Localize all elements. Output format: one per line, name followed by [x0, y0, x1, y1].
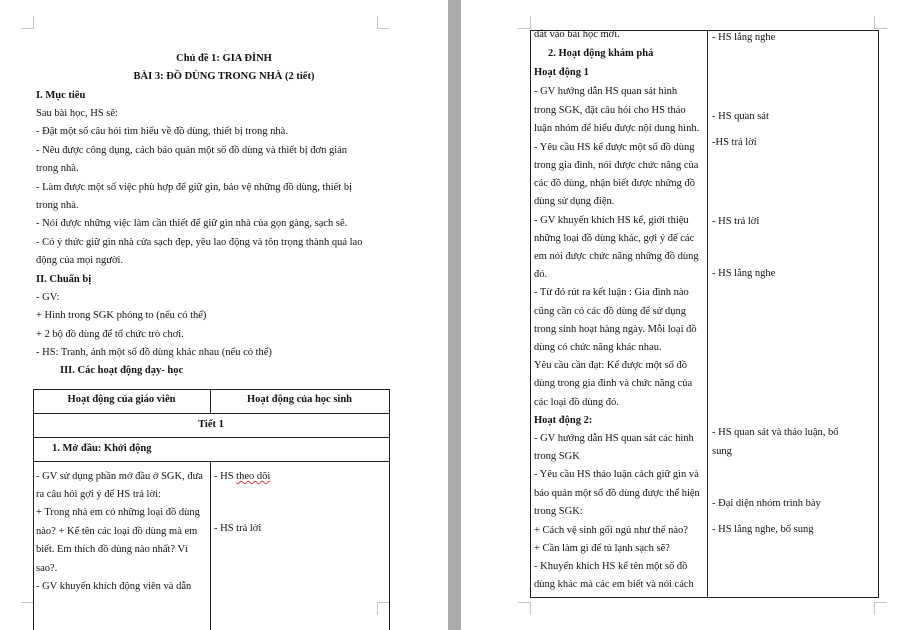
student-activity-line: - HS lắng nghe, bổ sung [712, 524, 814, 535]
teacher-activity-line: - GV khuyến khích động viên và dẫn [36, 581, 192, 592]
intro-text: Sau bài học, HS sẽ: [36, 108, 118, 119]
teacher-activity-line: - Từ đó rút ra kết luận : Gia đình nào [534, 287, 689, 298]
crop-mark [21, 16, 34, 29]
teacher-activity-line: dùng trong gia đình và chức năng của [534, 378, 693, 389]
student-activity-line: sung [712, 446, 732, 457]
teacher-activity-line: dùng khác mà các em biết và nói cách [534, 579, 694, 590]
teacher-activity-line: + Cần làm gì để tủ lạnh sạch sẽ? [534, 543, 670, 554]
teacher-activity-line: biết. Em thích đồ dùng nào nhất? Vì [36, 544, 189, 555]
goal-line: - Có ý thức giữ gìn nhà cửa sạch đẹp, yêu lao động và tôn trọng thành quả lao [36, 237, 363, 248]
teacher-activity-line: trong SGK, đặt câu hỏi cho HS thảo [534, 105, 686, 116]
student-activity-line: - HS lắng nghe [712, 32, 776, 43]
teacher-activity-line: - Khuyến khích HS kể tên một số đồ [534, 561, 688, 572]
student-activity-line: - HS quan sát và thảo luận, bổ [712, 427, 839, 438]
teacher-activity-line: đó. [534, 269, 548, 280]
document-page-2 [461, 0, 909, 630]
teacher-activity-line: + Trong nhà em có những loại đồ dùng [36, 507, 200, 518]
student-activity-line: - HS trả lời [712, 216, 760, 227]
goal-line: - Làm được một số việc phù hợp để giữ gìn, bảo vệ những đồ dùng, thiết bị [36, 182, 353, 193]
crop-mark [518, 602, 531, 615]
student-activity-prefix: - HS [214, 471, 237, 482]
teacher-activity-line: dắt vào bài học mới. [534, 29, 620, 40]
prep-line: + 2 bộ đồ dùng để tổ chức trò chơi. [36, 329, 184, 340]
topic-title: Chủ đề 1: GIA ĐÌNH [176, 53, 272, 64]
teacher-activity-line: trong SGK [534, 451, 580, 462]
teacher-activity-line: trong sinh hoạt hàng ngày. Mỗi loại đồ [534, 324, 697, 335]
teacher-activity-line: ra câu hỏi gợi ý để HS trả lời: [36, 489, 161, 500]
teacher-activity-line: - Yêu cầu HS thảo luận cách giữ gìn và [534, 469, 699, 480]
goal-line: trong nhà. [36, 163, 79, 174]
period-label: Tiết 1 [198, 419, 224, 430]
teacher-activity-line: trong SGK: [534, 506, 583, 517]
section-heading-goals: I. Mục tiêu [36, 90, 86, 101]
prep-line: - GV: [36, 292, 60, 303]
lesson-title: BÀI 3: ĐỒ DÙNG TRONG NHÀ (2 tiết) [133, 71, 315, 82]
teacher-activity-line: dùng có chức năng khác nhau. [534, 342, 662, 353]
teacher-activity-line: luận nhóm để hiểu được nội dung hình. [534, 123, 700, 134]
teacher-activity-line: em nói được chức năng những đồ dùng [534, 251, 699, 262]
teacher-activity-line: sao?. [36, 563, 58, 574]
teacher-activity-line: cũng cần có các đồ dùng để sử dụng [534, 306, 687, 317]
teacher-activity-line: các loại đồ dùng đó. [534, 397, 619, 408]
student-activity-line: - HS trả lời [214, 523, 262, 534]
goal-line: - Đặt một số câu hỏi tìm hiểu về đồ dùng, thiết bị trong nhà. [36, 126, 288, 137]
teacher-activity-line: bảo quản một số đồ dùng được thể hiện [534, 488, 700, 499]
teacher-activity-line: - GV hướng dẫn HS quan sát các hình [534, 433, 694, 444]
teacher-activity-line: những loại đồ dùng khác, gợi ý để các [534, 233, 695, 244]
crop-mark [874, 602, 887, 615]
teacher-activity-line: Yêu cầu cần đạt: Kể được một số đồ [534, 360, 687, 371]
goal-line: - Nêu được công dụng, cách bảo quản một số đồ dùng và thiết bị đơn giản [36, 145, 348, 156]
teacher-activity-line: dùng sử dụng điện. [534, 196, 615, 207]
teacher-activity-line: - GV hướng dẫn HS quan sát hình [534, 86, 678, 97]
crop-mark [874, 16, 887, 29]
section-heading-activities: III. Các hoạt động dạy- học [60, 365, 184, 376]
spellcheck-flagged-text: theo dõi [236, 471, 271, 482]
student-activity-line: - Đại diện nhóm trình bày [712, 498, 821, 509]
part-heading: 1. Mở đầu: Khởi động [52, 443, 152, 454]
prep-line: + Hình trong SGK phóng to (nếu có thể) [36, 310, 207, 321]
teacher-activity-line: trong gia đình, nói được chức năng của [534, 160, 699, 171]
document-page-1 [0, 0, 448, 630]
student-activity-line: -HS trả lời [712, 137, 757, 148]
crop-mark [518, 16, 531, 29]
teacher-activity-line: - Yêu cầu HS kể được một số đồ dùng [534, 142, 695, 153]
activity-heading: Hoạt động 2: [534, 415, 593, 426]
column-header-teacher: Hoạt động của giáo viên [67, 394, 176, 405]
teacher-activity-line: - GV sử dụng phần mở đầu ở SGK, đưa [36, 471, 203, 482]
goal-line: - Nói được những việc làm cần thiết để giữ gìn nhà của gọn gàng, sạch sẽ. [36, 218, 348, 229]
part-heading: 2. Hoạt động khám phá [548, 48, 654, 59]
teacher-activity-line: - GV khuyến khích HS kể, giới thiệu [534, 215, 689, 226]
teacher-activity-line: nào? + Kể tên các loại đồ dùng mà em [36, 526, 198, 537]
student-activity-line [214, 470, 270, 483]
goal-line: trong nhà. [36, 200, 79, 211]
activity-heading: Hoạt động 1 [534, 67, 589, 78]
teacher-activity-line: các đồ dùng, nhận biết được những đồ [534, 178, 695, 189]
crop-mark [377, 16, 390, 29]
student-activity-line: - HS lắng nghe [712, 268, 776, 279]
student-activity-line: - HS quan sát [712, 111, 769, 122]
column-header-student: Hoạt động của học sinh [246, 394, 353, 405]
goal-line: động của mọi người. [36, 255, 124, 266]
teacher-activity-line: + Cách vệ sinh gối ngủ như thế nào? [534, 525, 688, 536]
section-heading-prep: II. Chuẩn bị [36, 274, 92, 285]
prep-line: - HS: Tranh, ảnh một số đồ dùng khác nhau (nếu có thể) [36, 347, 272, 358]
